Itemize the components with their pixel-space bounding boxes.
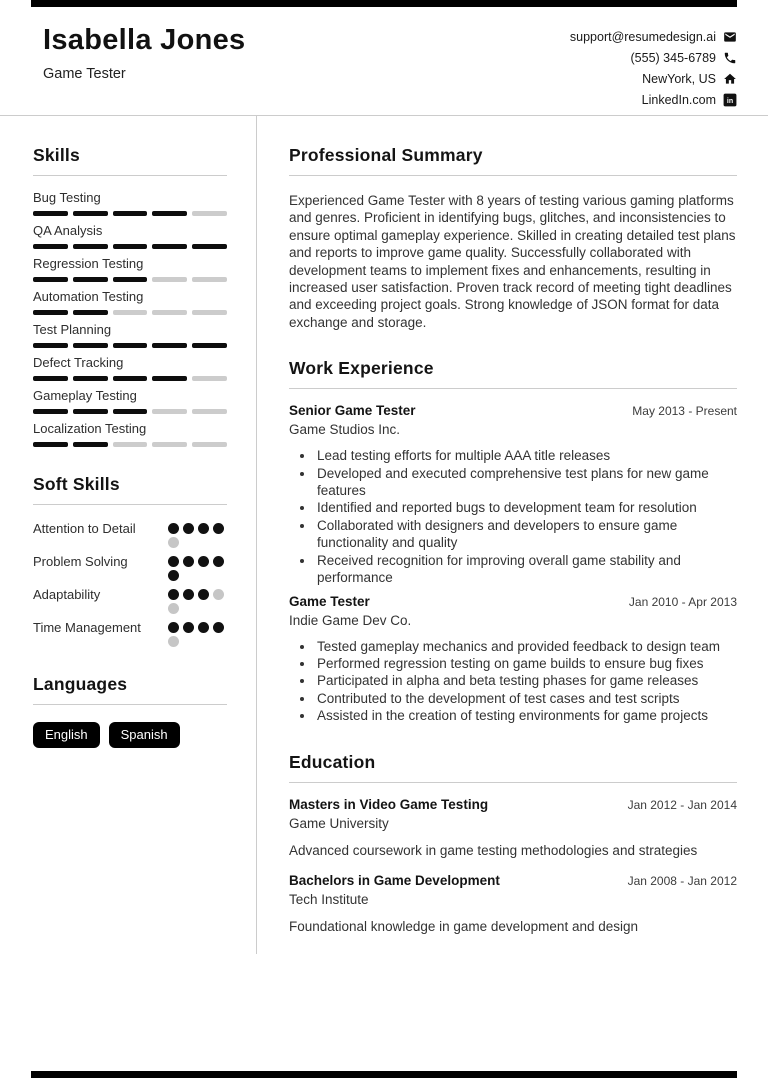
contact-text[interactable]: NewYork, US: [642, 71, 716, 86]
job-bullet: • Identified and reported bugs to development team for resolution: [315, 499, 737, 516]
soft-skill-label: Adaptability: [33, 587, 101, 602]
resume-header: [0, 0, 768, 116]
job-bullets: [289, 638, 737, 725]
job-bullet: • Developed and executed comprehensive test plans for new game features: [315, 465, 737, 500]
soft-skill-dots: [168, 520, 227, 548]
soft-skill-label: Problem Solving: [33, 554, 128, 569]
rating-dot-filled: [168, 589, 179, 600]
education-dates: Jan 2008 - Jan 2012: [627, 873, 737, 888]
contact-info: [570, 24, 737, 115]
skill-item: [33, 322, 227, 348]
soft-skill-dots: [168, 586, 227, 614]
skill-segment-filled: [73, 211, 108, 216]
skill-item: [33, 223, 227, 249]
rating-dot-filled: [198, 589, 209, 600]
skill-segment-empty: [192, 409, 227, 414]
skill-segment-filled: [73, 244, 108, 249]
skill-level-bar: [33, 277, 227, 282]
skill-segment-filled: [113, 211, 148, 216]
skills-heading: Skills: [33, 145, 80, 165]
job-bullet: • Assisted in the creation of testing environments for game projects: [315, 707, 737, 724]
jobs-list: [289, 403, 737, 724]
soft-skill-label: Attention to Detail: [33, 521, 136, 536]
skill-segment-empty: [152, 409, 187, 414]
contact-line: [642, 68, 737, 89]
content-columns: [0, 116, 768, 954]
person-name: Isabella Jones: [43, 24, 246, 56]
envelope-icon: [723, 30, 737, 44]
education-list: [289, 797, 737, 935]
skill-level-bar: [33, 343, 227, 348]
education-heading: Education: [289, 751, 376, 772]
skill-level-bar: [33, 211, 227, 216]
skill-segment-filled: [33, 244, 68, 249]
education-head: [289, 873, 737, 888]
degree-title: Bachelors in Game Development: [289, 872, 500, 888]
skill-segment-filled: [73, 343, 108, 348]
divider: [289, 175, 737, 176]
job-title: Game Tester: [289, 593, 370, 609]
skill-label: Defect Tracking: [33, 355, 124, 370]
rating-dot-filled: [183, 556, 194, 567]
skill-item: [33, 190, 227, 216]
skill-item: [33, 256, 227, 282]
contact-line: [570, 26, 737, 47]
job-bullets: [289, 447, 737, 586]
skill-label: Automation Testing: [33, 289, 144, 304]
skill-segment-empty: [152, 442, 187, 447]
education-entry: [289, 873, 737, 935]
skill-label: Localization Testing: [33, 421, 147, 436]
rating-dot-filled: [213, 556, 224, 567]
home-icon: [723, 72, 737, 86]
rating-dot-filled: [183, 589, 194, 600]
skill-segment-filled: [73, 409, 108, 414]
summary-heading: Professional Summary: [289, 145, 483, 165]
divider: [33, 175, 227, 176]
job-title: Senior Game Tester: [289, 403, 416, 419]
rating-dot-filled: [213, 523, 224, 534]
skill-segment-filled: [73, 310, 108, 315]
rating-dot-filled: [168, 622, 179, 633]
skill-item: [33, 289, 227, 315]
contact-text[interactable]: (555) 345-6789: [630, 50, 716, 65]
skill-segment-empty: [192, 376, 227, 381]
rating-dot-empty: [168, 603, 179, 614]
rating-dot-filled: [168, 523, 179, 534]
skill-item: [33, 388, 227, 414]
soft-skill-dots: [168, 619, 227, 647]
soft-skill-dots: [168, 553, 227, 581]
main-column: [257, 116, 768, 954]
job-bullet: • Received recognition for improving overall game stability and performance: [315, 552, 737, 587]
skill-segment-filled: [33, 442, 68, 447]
school-name: Tech Institute: [289, 891, 369, 907]
skills-list: [33, 190, 227, 447]
sidebar: [0, 116, 257, 954]
education-head: [289, 797, 737, 812]
skill-level-bar: [33, 442, 227, 447]
contact-line: [631, 47, 737, 68]
skill-segment-filled: [113, 277, 148, 282]
job-bullet: • Participated in alpha and beta testing phases for game releases: [315, 672, 737, 689]
rating-dot-filled: [198, 622, 209, 633]
language-badge: English: [33, 722, 100, 748]
rating-dot-filled: [213, 622, 224, 633]
language-badge: Spanish: [109, 722, 180, 748]
education-dates: Jan 2012 - Jan 2014: [627, 797, 737, 812]
skill-segment-filled: [152, 343, 187, 348]
soft-skill-item: [33, 553, 227, 581]
contact-text[interactable]: support@resumedesign.ai: [569, 29, 716, 44]
skill-label: QA Analysis: [33, 223, 103, 238]
soft-skills-heading: Soft Skills: [33, 474, 120, 494]
divider: [33, 504, 227, 505]
skill-item: [33, 355, 227, 381]
rating-dot-filled: [183, 523, 194, 534]
skill-segment-empty: [152, 310, 187, 315]
svg-text:in: in: [726, 97, 734, 105]
skill-segment-filled: [113, 376, 148, 381]
skill-label: Gameplay Testing: [33, 388, 137, 403]
skill-segment-filled: [33, 376, 68, 381]
bottom-accent-bar: [31, 1071, 737, 1078]
skill-segment-filled: [152, 376, 187, 381]
school-name: Game University: [289, 815, 389, 831]
top-accent-bar: [31, 0, 737, 7]
skill-level-bar: [33, 310, 227, 315]
job-bullet: • Collaborated with designers and developers to ensure game functionality and quality: [315, 517, 737, 552]
job-bullet: • Performed regression testing on game builds to ensure bug fixes: [315, 655, 737, 672]
job-company: Game Studios Inc.: [289, 422, 401, 438]
skill-label: Bug Testing: [33, 190, 101, 205]
skill-segment-empty: [152, 277, 187, 282]
skill-segment-filled: [192, 244, 227, 249]
languages-heading: Languages: [33, 674, 128, 694]
language-badges: [33, 722, 227, 748]
phone-icon: [723, 51, 737, 65]
contact-line: [642, 89, 737, 110]
job-bullet: • Contributed to the development of test cases and test scripts: [315, 690, 737, 707]
education-description: Advanced coursework in game testing methodologies and strategies: [289, 842, 698, 858]
skill-segment-empty: [192, 211, 227, 216]
soft-skill-item: [33, 619, 227, 647]
skill-level-bar: [33, 244, 227, 249]
skill-segment-empty: [113, 442, 148, 447]
divider: [289, 388, 737, 389]
rating-dot-empty: [168, 537, 179, 548]
job-bullet: • Tested gameplay mechanics and provided feedback to design team: [315, 638, 737, 655]
rating-dot-empty: [168, 636, 179, 647]
skill-label: Test Planning: [33, 322, 112, 337]
job-dates: Jan 2010 - Apr 2013: [628, 594, 737, 609]
soft-skill-label: Time Management: [33, 620, 141, 635]
skill-segment-filled: [33, 343, 68, 348]
degree-title: Masters in Video Game Testing: [289, 796, 489, 812]
rating-dot-filled: [168, 556, 179, 567]
rating-dot-filled: [168, 570, 179, 581]
education-description: Foundational knowledge in game development and design: [289, 918, 638, 934]
rating-dot-filled: [198, 523, 209, 534]
skill-item: [33, 421, 227, 447]
experience-heading: Work Experience: [289, 358, 434, 379]
skill-segment-filled: [73, 277, 108, 282]
summary-text: Experienced Game Tester with 8 years of testing various gaming platforms and genres. Proficient in identifying bugs, glitches, and inconsistencies to ensure optimal gameplay experience. Skilled in creating detailed test plans and reports to improve game quality. Successfully collaborated with development teams to implement fixes and enhancements, resulting in increased user satisfaction. Proven track record of meeting tight deadlines and exceeding project goals. Strong knowledge of JSON format for data exchange and storage.: [289, 193, 736, 330]
skill-segment-filled: [33, 409, 68, 414]
soft-skill-item: [33, 586, 227, 614]
education-entry: [289, 797, 737, 859]
skill-segment-empty: [113, 310, 148, 315]
skill-label: Regression Testing: [33, 256, 144, 271]
skill-level-bar: [33, 409, 227, 414]
skill-segment-filled: [33, 211, 68, 216]
divider: [33, 704, 227, 705]
divider: [289, 782, 737, 783]
person-role: Game Tester: [43, 66, 126, 82]
linkedin-icon: [723, 93, 737, 107]
skill-segment-empty: [192, 310, 227, 315]
job-dates: May 2013 - Present: [632, 404, 737, 419]
job-entry: [289, 403, 737, 586]
skill-segment-empty: [192, 277, 227, 282]
skill-segment-filled: [152, 244, 187, 249]
skill-segment-empty: [192, 442, 227, 447]
header-identity: [43, 24, 245, 115]
job-company: Indie Game Dev Co.: [289, 612, 412, 628]
skill-segment-filled: [113, 409, 148, 414]
rating-dot-empty: [213, 589, 224, 600]
skill-segment-filled: [73, 442, 108, 447]
skill-level-bar: [33, 376, 227, 381]
soft-skill-item: [33, 520, 227, 548]
job-entry: [289, 594, 737, 725]
skill-segment-filled: [33, 310, 68, 315]
job-bullet: • Lead testing efforts for multiple AAA title releases: [315, 447, 737, 464]
skill-segment-filled: [73, 376, 108, 381]
job-head: [289, 403, 737, 418]
skill-segment-filled: [113, 343, 148, 348]
contact-text[interactable]: LinkedIn.com: [641, 92, 716, 107]
skill-segment-filled: [33, 277, 68, 282]
skill-segment-filled: [152, 211, 187, 216]
soft-skills-list: [33, 520, 227, 647]
rating-dot-filled: [183, 622, 194, 633]
job-head: [289, 594, 737, 609]
skill-segment-filled: [192, 343, 227, 348]
rating-dot-filled: [198, 556, 209, 567]
skill-segment-filled: [113, 244, 148, 249]
